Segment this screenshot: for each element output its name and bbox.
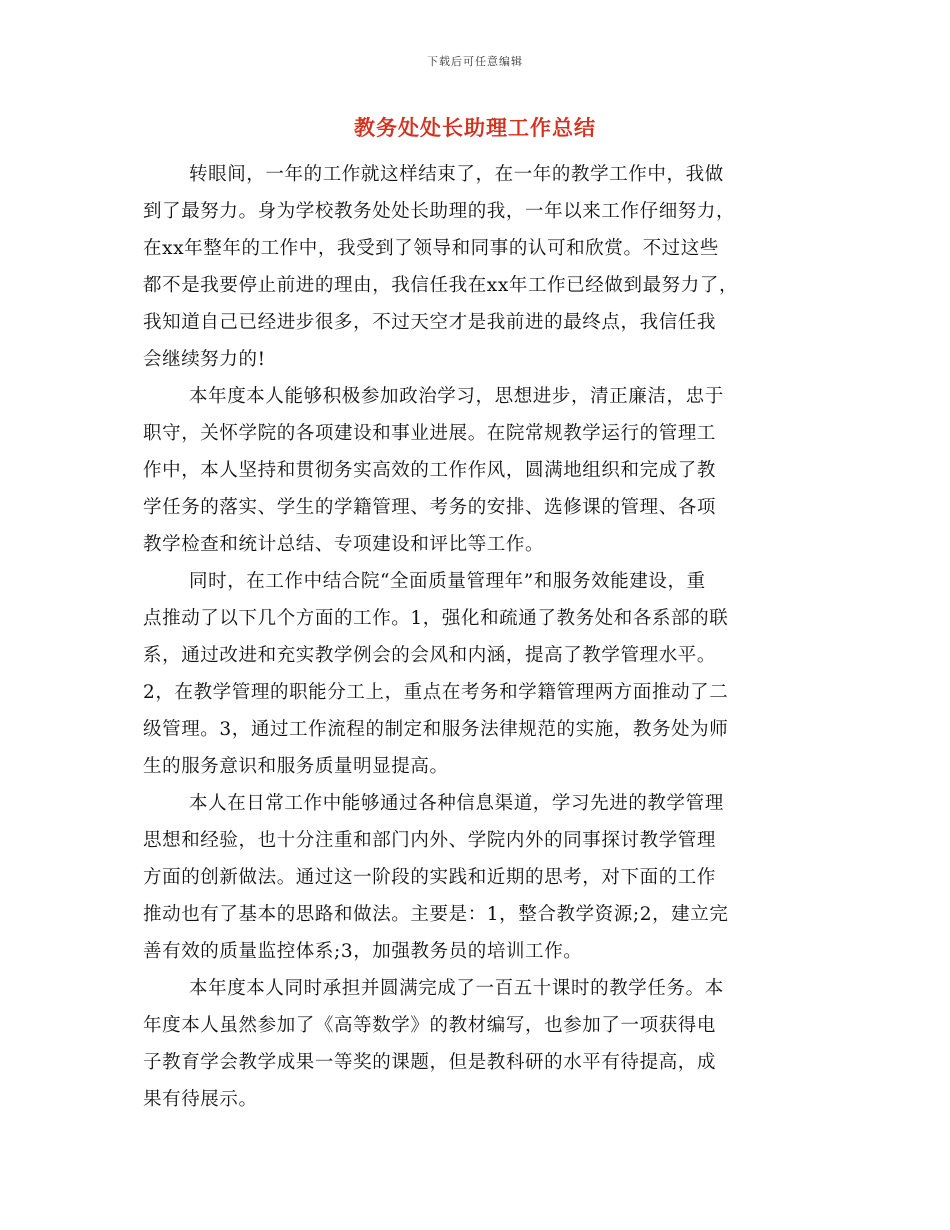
paragraph-line: 同时，在工作中结合院“全面质量管理年”和服务效能建设，重 bbox=[189, 571, 706, 592]
paragraph-line: 职守，关怀学院的各项建设和事业进展。在院常规教学运行的管理工 bbox=[143, 423, 717, 444]
paragraph-line: 会继续努力的! bbox=[143, 349, 266, 370]
paragraph-line: 生的服务意识和服务质量明显提高。 bbox=[143, 756, 449, 777]
paragraph-line: 2，在教学管理的职能分工上，重点在考务和学籍管理两方面推动了二 bbox=[143, 682, 729, 703]
paragraph-line: 本人在日常工作中能够通过各种信息渠道，学习先进的教学管理 bbox=[189, 793, 724, 814]
paragraph-line: 作中，本人坚持和贯彻务实高效的工作作风，圆满地组织和完成了教 bbox=[143, 460, 717, 481]
document-body bbox=[143, 156, 813, 1118]
paragraph-line: 果有待展示。 bbox=[143, 1089, 258, 1110]
paragraph-line: 系，通过改进和充实教学例会的会风和内涵，提高了教学管理水平。 bbox=[143, 645, 717, 666]
paragraph bbox=[143, 378, 813, 563]
paragraph-line: 子教育学会教学成果一等奖的课题，但是教科研的水平有待提高，成 bbox=[143, 1052, 717, 1073]
paragraph-line: 点推动了以下几个方面的工作。1，强化和疏通了教务处和各系部的联 bbox=[143, 608, 729, 629]
paragraph-line: 年度本人虽然参加了《高等数学》的教材编写，也参加了一项获得电 bbox=[143, 1015, 717, 1036]
paragraph-line: 思想和经验，也十分注重和部门内外、学院内外的同事探讨教学管理 bbox=[143, 830, 717, 851]
paragraph bbox=[143, 970, 813, 1118]
paragraph-line: 转眼间，一年的工作就这样结束了，在一年的教学工作中，我做 bbox=[189, 164, 724, 185]
paragraph-line: 学任务的落实、学生的学籍管理、考务的安排、选修课的管理、各项 bbox=[143, 497, 717, 518]
paragraph bbox=[143, 156, 813, 378]
paragraph-line: 教学检查和统计总结、专项建设和评比等工作。 bbox=[143, 534, 545, 555]
paragraph-line: 在xx年整年的工作中，我受到了领导和同事的认可和欣赏。不过这些 bbox=[143, 238, 719, 259]
page-header-note: 下载后可任意编辑 bbox=[427, 55, 523, 68]
paragraph bbox=[143, 785, 813, 970]
paragraph-line: 到了最努力。身为学校教务处处长助理的我，一年以来工作仔细努力， bbox=[143, 201, 736, 222]
document-title: 教务处处长助理工作总结 bbox=[354, 115, 596, 140]
paragraph-line: 我知道自己已经进步很多，不过天空才是我前进的最终点，我信任我 bbox=[143, 312, 717, 333]
paragraph-line: 级管理。3，通过工作流程的制定和服务法律规范的实施，教务处为师 bbox=[143, 719, 729, 740]
paragraph bbox=[143, 563, 813, 785]
paragraph-line: 本年度本人能够积极参加政治学习，思想进步，清正廉洁，忠于 bbox=[189, 386, 724, 407]
paragraph-line: 方面的创新做法。通过这一阶段的实践和近期的思考，对下面的工作 bbox=[143, 867, 717, 888]
paragraph-line: 善有效的质量监控体系;3，加强教务员的培训工作。 bbox=[143, 941, 583, 962]
paragraph-line: 都不是我要停止前进的理由，我信任我在xx年工作已经做到最努力了， bbox=[143, 275, 739, 296]
paragraph-line: 推动也有了基本的思路和做法。主要是：1，整合教学资源;2，建立完 bbox=[143, 904, 729, 925]
paragraph-line: 本年度本人同时承担并圆满完成了一百五十课时的教学任务。本 bbox=[189, 978, 724, 999]
